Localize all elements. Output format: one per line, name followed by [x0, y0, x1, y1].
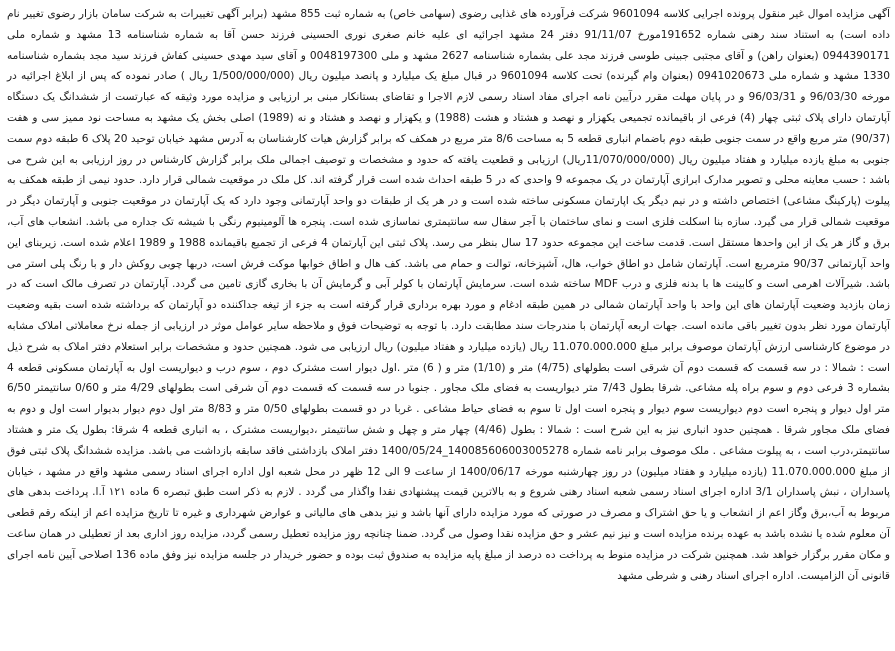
- notice-text: آگهی مزایده اموال غیر منقول پرونده اجرایی کلاسه 9601094 شرکت فرآورده های غذایی رضوی (سهامی خاص) به شماره ثبت 855 مشهد (برابر آگهی تغییرات به شرکت سامان بازار رضوی تغییر نام داده است) به استناد سند رهنی شماره 191652مورخ 91/11/07 دفتر 24 مشهد اجرائیه ای علیه خانم صغری نوری الحسینی فرزند حسن آقا به شماره شناسنامه 13 مشهد و شماره ملی 0944390171 (بعنوان راهن) و آقای مجتبی جبینی طوسی فرزند مجد علی بشماره شناسنامه 2627 مشهد و ملی 0048197300 و آقای سید مهدی حسینی کفاش فرزند سید مجد بشماره شناسنامه 1330 مشهد و شماره ملی 0941020673 (بعنوان وام گیرنده) تحت کلاسه 9601094 در قبال مبلغ یک میلیارد و پانصد میلیون ریال (1/500/000/000 ریال ) صادر نموده که پس از ابلاغ اجرائیه در مورخه 96/03/30 و 96/03/31 و در پایان مهلت مقرر درآیین نامه اجرای مفاد اسناد رسمی لازم الاجرا و تقاضای بستانکار مبنی بر ارزیابی و مزایده مورد وثیقه که عبارتست از ششدانگ یک دستگاه آپارتمان دارای پلاک ثبتی چهار (4) فرعی از باقیمانده تجمیعی یکهزار و نهصد و هشتاد و هشت (1988) و یکهزار و نهصد و هشتاد و نه (1989) اصلی بخش یک مشهد به مساحت نود ممیز سی و هفت (90/37) متر مربع واقع در سمت جنوبی طبقه دوم باضمام انباری قطعه 5 به مساحت 8/6 متر مربع در همکف که برابر گزارش هیات کارشناسان به آدرس مشهد خیابان توحید 20 پلاک 6 طبقه دوم سمت جنوبی به مبلغ یازده میلیارد و هفتاد میلیون ریال (11/070/000/000ریال) ارزیابی و قطعیت یافته که حدود و مشخصات و توصیف اجمالی ملک برابر گزارش کارشناس در روز ارزیابی به این شرح می باشد : حسب معاینه محلی و تصویر مدارک ابرازی آپارتمان در یک مجموعه 9 واحدی که در 5 طبقه احداث شده است قرار گرفته اند. کل ملک در موقعیت شمالی قرار دارد. حدود نیمی از طبقه همکف به پیلوت (پارکینگ مشاعی) اختصاص داشته و در نیم دیگر یک اپارتمان مسکونی ساخته شده است و در هر یک از طبقات دو واحد آپارتمانی وجود دارد که یک آپارتمان در موقعیت جنوبی و آپارتمان دیگر در موقعیت شمالی قرار می گیرد. سازه بنا اسکلت فلزی است و نمای ساختمان با آجر سفال سه سانتیمتری نماسازی شده است. پنجره ها آلومینیوم رنگی با شیشه تک جداره می باشد. انشعاب های آب، برق و گاز هر یک از این واحدها مستقل است. قدمت ساخت این مجموعه حدود 17 سال بنظر می رسد. پلاک ثبتی این آپارتمان 4 فرعی از تجمیع باقیمانده 1988 و 1989 اعلام شده است. زیربنای این واحد آپارتمانی 90/37 مترمربع است. آپارتمان شامل دو اطاق خواب، هال، آشپزخانه، توالت و حمام می باشد. کف هال و اطاق خوابها موکت فرش است، دربها چوبی روکش دار و با رنگ پلی استر می باشد. شیرآلات اهرمی است و کابینت ها با بدنه فلزی و درب MDF ساخته شده است. سرمایش آپارتمان با کولر آبی و گرمایش آن با بخاری گازی تامین می گردد. آپارتمان در تصرف مالک است که در زمان بازدید وضعیت آپارتمان های این واحد با واحد آپارتمان شمالی در همین طبقه ادغام و مورد بهره برداری قرار گرفته است به جزء از تیغه جداکننده دو آپارتمان که برداشته شده است بقیه وضعیت آپارتمان مورد نظر بدون تغییر باقی مانده است. جهات اربعه آپارتمان با مندرجات سند مطابقت دارد. با توجه به توضیحات فوق و ملاحظه سایر عوامل موثر در ارزیابی از جمله نرخ معاملاتی املاک مشابه در موضوع کارشناسی ارزش آپارتمان موصوف برابر مبلغ 11.070.000.000 ریال (یازده میلیارد و هفتاد میلیون) ریال ارزیابی می شود. همچنین حدود و مشخصات برابر استعلام دفتر املاک به شرح ذیل است : شمالا : در سه قسمت که قسمت دوم آن شرقی است بطولهای (4/75) متر و (1/10) متر و ( 6) متر .اول دیوار است مشترک دوم ، سوم درب و دیواریست اول به آپارتمان مسکونی قطعه 4 بشماره 3 فرعی دوم و سوم براه پله مشاعی. شرقا بطول 7/43 متر دیواریست به فضای ملک مجاور . جنوبا در سه قسمت که قسمت دوم آن شرقی است بطولهای 4/29 متر و 0/60 سانتیمتر 6/50 متر اول دیوار و پنجره است دوم دیواریست سوم دیوار و پنجره است اول تا سوم به فضای حیاط مشاعی . غربا در دو قسمت بطولهای 0/50 متر و 8/83 متر اول دوم دیوار بدیوار است اول و دوم به فضای ملک مجاور شرقا . همچنین حدود انباری نیز به این شرح است : شمالا : بطول (4/46) چهار متر و چهل و شش سانتیمتر ،دیواریست مشترک ، به انباری قطعه 4 شرقا: بطول یک متر و هشتاد سانتیمتر،درب است ، به پیلوت مشاعی . ملک موصوف برابر نامه شماره 140085606003005278_1400/05/24 دفتر املاک بازداشتی فاقد سابقه بازداشت می باشد. مزایده ششدانگ پلاک ثبتی فوق از مبلغ 11.070.000.000 (یازده میلیارد و هفتاد میلیون) در روز چهارشنبه مورخه 1400/06/17 از ساعت 9 الی 12 ظهر در محل شعبه اول اداره اجرای اسناد رسمی مشهد واقع در مشهد ، خیابان پاسداران ، نبش پاسداران 3/1 اداره اجرای اسناد رسمی شعبه اسناد رهنی شروع و به بالاترین قیمت پیشنهادی نقدا واگذار می گردد . لازم به ذکر است طبق تبصره 6 ماده ۱۲۱ آ.ا. پرداخت بدهی های مربوط به آب،برق وگاز اعم از انشعاب و یا حق اشتراک و مصرف در صورتی که مورد مزایده دارای آنها باشد و نیز بدهی های مالیاتی و عوارض شهرداری و غیره تا تاریخ مزایده اعم از اینکه رقم قطعی آن معلوم شده یا نشده باشد به عهده برنده مزایده است و نیز نیم عشر و حق مزایده نقدا وصول می گردد. ضمنا چنانچه روز مزایده تعطیل رسمی گردد، مزایده روز اداری بعد از تعطیلی در همان ساعت و مکان مقرر برگزار خواهد شد. همچنین شرکت در مزایده منوط به پرداخت ده درصد از مبلغ پایه مزایده به صندوق ثبت بوده و حضور خریدار در جلسه مزایده نیز وفق ماده 136 اصلاحی آیین نامه اجرای قانونی آن الزامیست. اداره اجرای اسناد رهنی و شرطی مشهد: [7, 8, 891, 582]
